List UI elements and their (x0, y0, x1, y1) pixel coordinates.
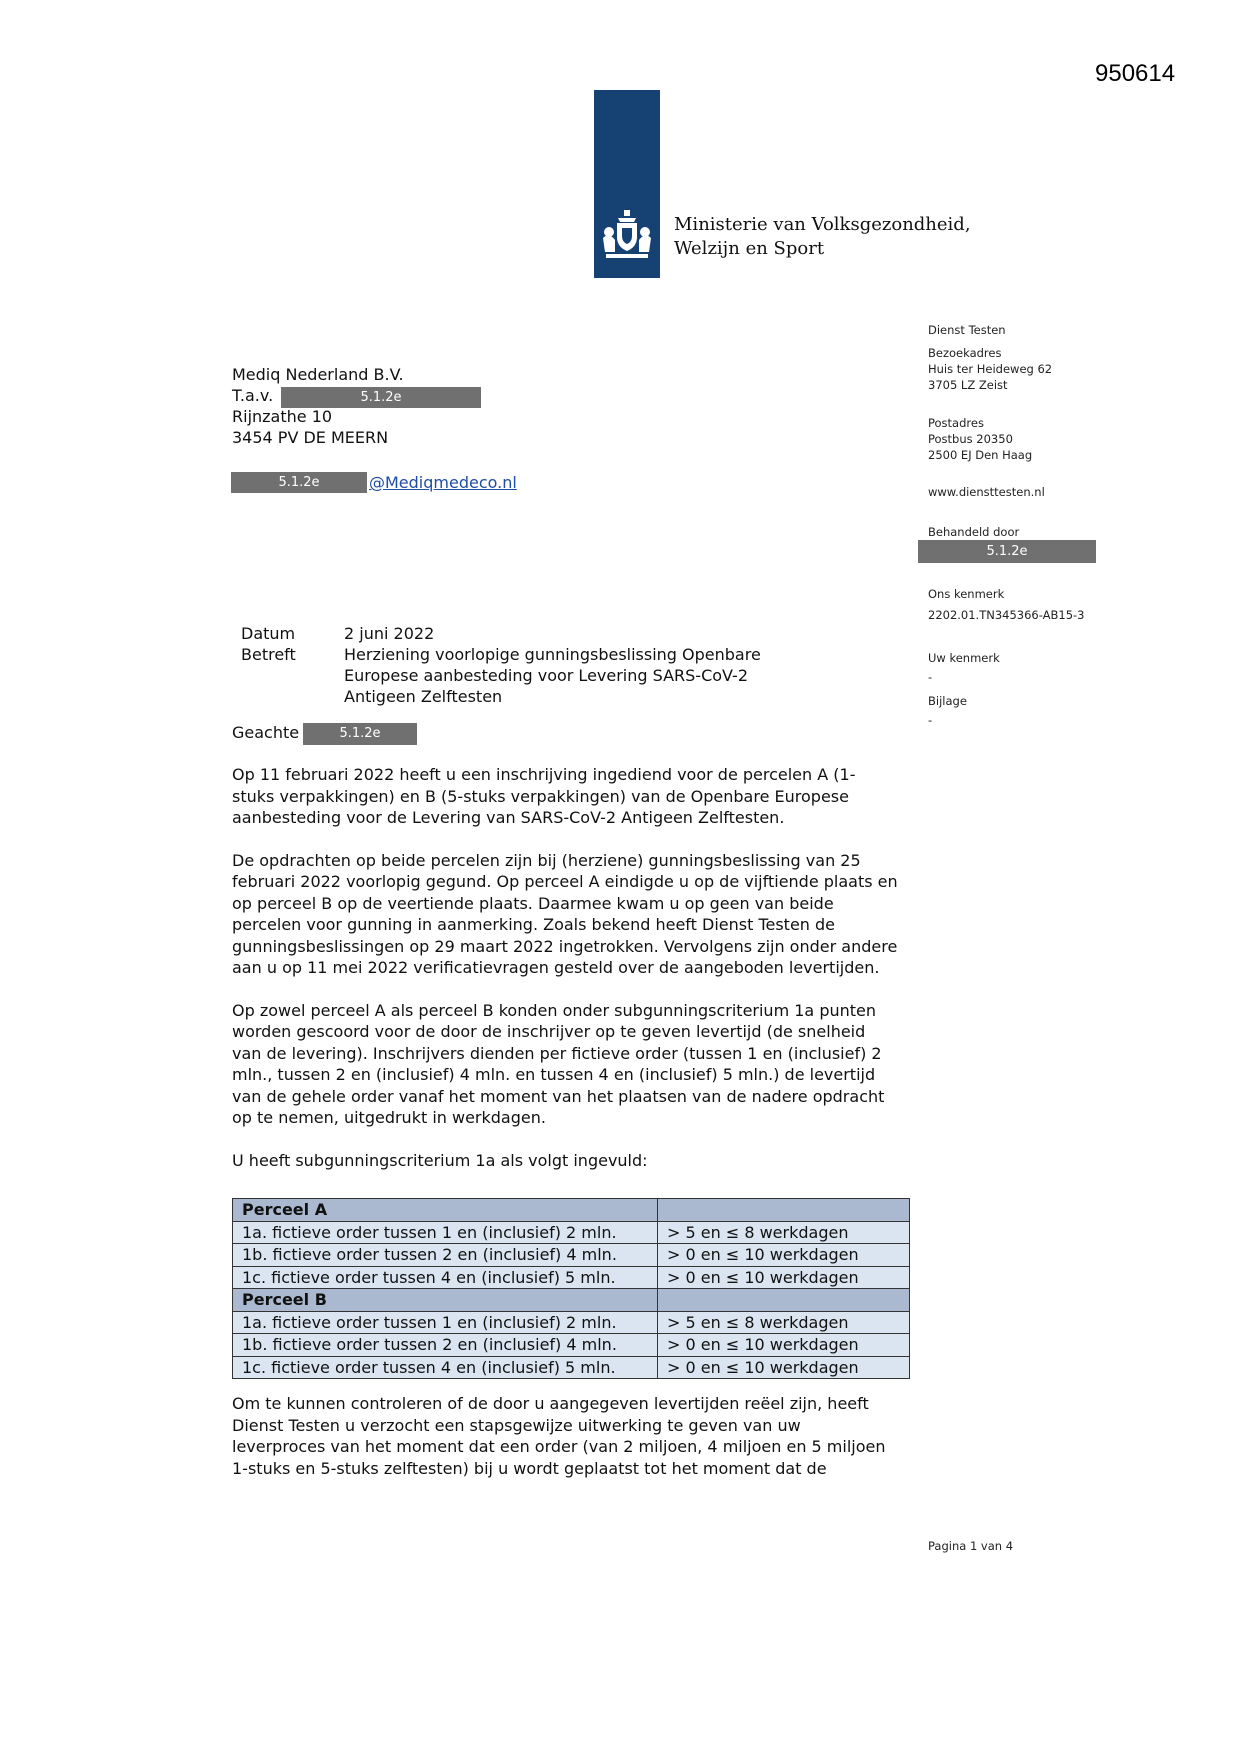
sidebar-attachment: - (928, 713, 933, 727)
subject-label: Betreft (241, 645, 296, 664)
order-cell: 1a. fictieve order tussen 1 en (inclusief) 2 mln. (233, 1221, 658, 1244)
letter-body-upper (232, 764, 922, 1192)
delivery-cell: > 0 en ≤ 10 werkdagen (658, 1334, 910, 1357)
redacted-email: 5.1.2e (231, 472, 367, 493)
perceel-b-title: Perceel B (233, 1289, 658, 1312)
table-row (233, 1356, 910, 1379)
table-row (233, 1266, 910, 1289)
delivery-cell: > 5 en ≤ 8 werkdagen (658, 1221, 910, 1244)
delivery-cell: > 5 en ≤ 8 werkdagen (658, 1311, 910, 1334)
sidebar-handled-label: Behandeld door (928, 525, 1020, 539)
delivery-cell: > 0 en ≤ 10 werkdagen (658, 1356, 910, 1379)
table-section-perceel-b (233, 1289, 910, 1312)
order-cell: 1b. fictieve order tussen 2 en (inclusief) 4 mln. (233, 1244, 658, 1267)
ministry-line-1: Ministerie van Volksgezondheid, (674, 214, 971, 235)
order-cell: 1c. fictieve order tussen 4 en (inclusief) 5 mln. (233, 1356, 658, 1379)
delivery-cell: > 0 en ≤ 10 werkdagen (658, 1266, 910, 1289)
table-section-perceel-a (233, 1199, 910, 1222)
recipient-email-link[interactable]: @Mediqmedeco.nl (369, 473, 517, 492)
coat-of-arms-icon (600, 208, 654, 262)
sidebar-website: www.diensttesten.nl (928, 485, 1045, 499)
sidebar-department: Dienst Testen (928, 323, 1006, 337)
delivery-cell: > 0 en ≤ 10 werkdagen (658, 1244, 910, 1267)
table-empty-cell (658, 1289, 910, 1312)
paragraph-2: De opdrachten op beide percelen zijn bij (herziene) gunningsbeslissing van 25 februari 2022 voorlopig gegund. Op perceel A eindigde u op de vijftiende plaats en op perceel B op de veertiende plaats. Daarmee kwam u op geen van beide percelen voor gunning in aanmerking. Zoals bekend heeft Dienst Testen de gunningsbeslissingen op 29 maart 2022 ingetrokken. Vervolgens zijn onder andere aan u op 11 mei 2022 verificatievragen gesteld over de aangeboden levertijden. (232, 850, 898, 977)
sidebar-your-ref: - (928, 670, 933, 684)
ministry-name (674, 213, 971, 261)
page-number: Pagina 1 van 4 (928, 1539, 1014, 1553)
sidebar-postal-line2: 2500 EJ Den Haag (928, 448, 1033, 462)
table-row (233, 1334, 910, 1357)
rijksoverheid-logo-bar (594, 90, 660, 278)
sidebar-postal-line1: Postbus 20350 (928, 432, 1013, 446)
redacted-attn: 5.1.2e (281, 387, 481, 408)
delivery-time-table (232, 1198, 910, 1379)
redacted-salutation-name: 5.1.2e (303, 723, 417, 745)
sidebar-visit-line1: Huis ter Heideweg 62 (928, 362, 1053, 376)
recipient-attn-label: T.a.v. (232, 386, 274, 405)
order-cell: 1c. fictieve order tussen 4 en (inclusief) 5 mln. (233, 1266, 658, 1289)
paragraph-1: Op 11 februari 2022 heeft u een inschrijving ingediend voor de percelen A (1- stuks verpakkingen) en B (5-stuks verpakkingen) van de Openbare Europese aanbesteding voor de Levering van SARS-CoV-2 Antigeen Zelftesten. (232, 765, 856, 827)
order-cell: 1a. fictieve order tussen 1 en (inclusief) 2 mln. (233, 1311, 658, 1334)
paragraph-4: U heeft subgunningscriterium 1a als volgt ingevuld: (232, 1150, 648, 1170)
subject-line-3: Antigeen Zelftesten (344, 687, 503, 706)
salutation: Geachte (232, 723, 300, 742)
sidebar-our-ref: 2202.01.TN345366-AB15-3 (928, 608, 1085, 622)
table-row (233, 1244, 910, 1267)
recipient-street: Rijnzathe 10 (232, 407, 333, 426)
order-cell: 1b. fictieve order tussen 2 en (inclusief) 4 mln. (233, 1334, 658, 1357)
recipient-postal-city: 3454 PV DE MEERN (232, 428, 389, 447)
table-row (233, 1311, 910, 1334)
table-empty-cell (658, 1199, 910, 1222)
sidebar-visit-label: Bezoekadres (928, 346, 1002, 360)
letter-body-lower (232, 1393, 922, 1500)
subject-line-1: Herziening voorlopige gunningsbeslissing Openbare (344, 645, 761, 664)
perceel-a-title: Perceel A (233, 1199, 658, 1222)
recipient-company: Mediq Nederland B.V. (232, 365, 404, 384)
ministry-line-2: Welzijn en Sport (674, 238, 825, 259)
document-number: 950614 (1095, 60, 1176, 87)
paragraph-3: Op zowel perceel A als perceel B konden onder subgunningscriterium 1a punten worden gescoord voor de door de inschrijver op te geven levertijd (de snelheid van de levering). Inschrijvers dienden per fictieve order (tussen 1 en (inclusief) 2 mln., tussen 2 en (inclusief) 4 mln. en tussen 4 en (inclusief) 5 mln.) de levertijd van de gehele order vanaf het moment van het plaatsen van de nadere opdracht op te nemen, uitgedrukt in werkdagen. (232, 1000, 885, 1127)
sidebar-postal-label: Postadres (928, 416, 984, 430)
paragraph-5: Om te kunnen controleren of de door u aangegeven levertijden reëel zijn, heeft Dienst Testen u verzocht een stapsgewijze uitwerking te geven van uw leverproces van het moment dat een order (van 2 miljoen, 4 miljoen en 5 miljoen 1-stuks en 5-stuks zelftesten) bij u wordt geplaatst tot het moment dat de (232, 1394, 886, 1478)
sidebar-our-ref-label: Ons kenmerk (928, 587, 1005, 601)
table-row (233, 1221, 910, 1244)
date-label: Datum (241, 624, 296, 643)
subject-line-2: Europese aanbesteding voor Levering SARS-CoV-2 (344, 666, 748, 685)
sidebar-your-ref-label: Uw kenmerk (928, 651, 1000, 665)
redacted-handled-by: 5.1.2e (918, 540, 1096, 563)
sidebar-attachment-label: Bijlage (928, 694, 967, 708)
date-value: 2 juni 2022 (344, 624, 435, 643)
sidebar-visit-line2: 3705 LZ Zeist (928, 378, 1008, 392)
